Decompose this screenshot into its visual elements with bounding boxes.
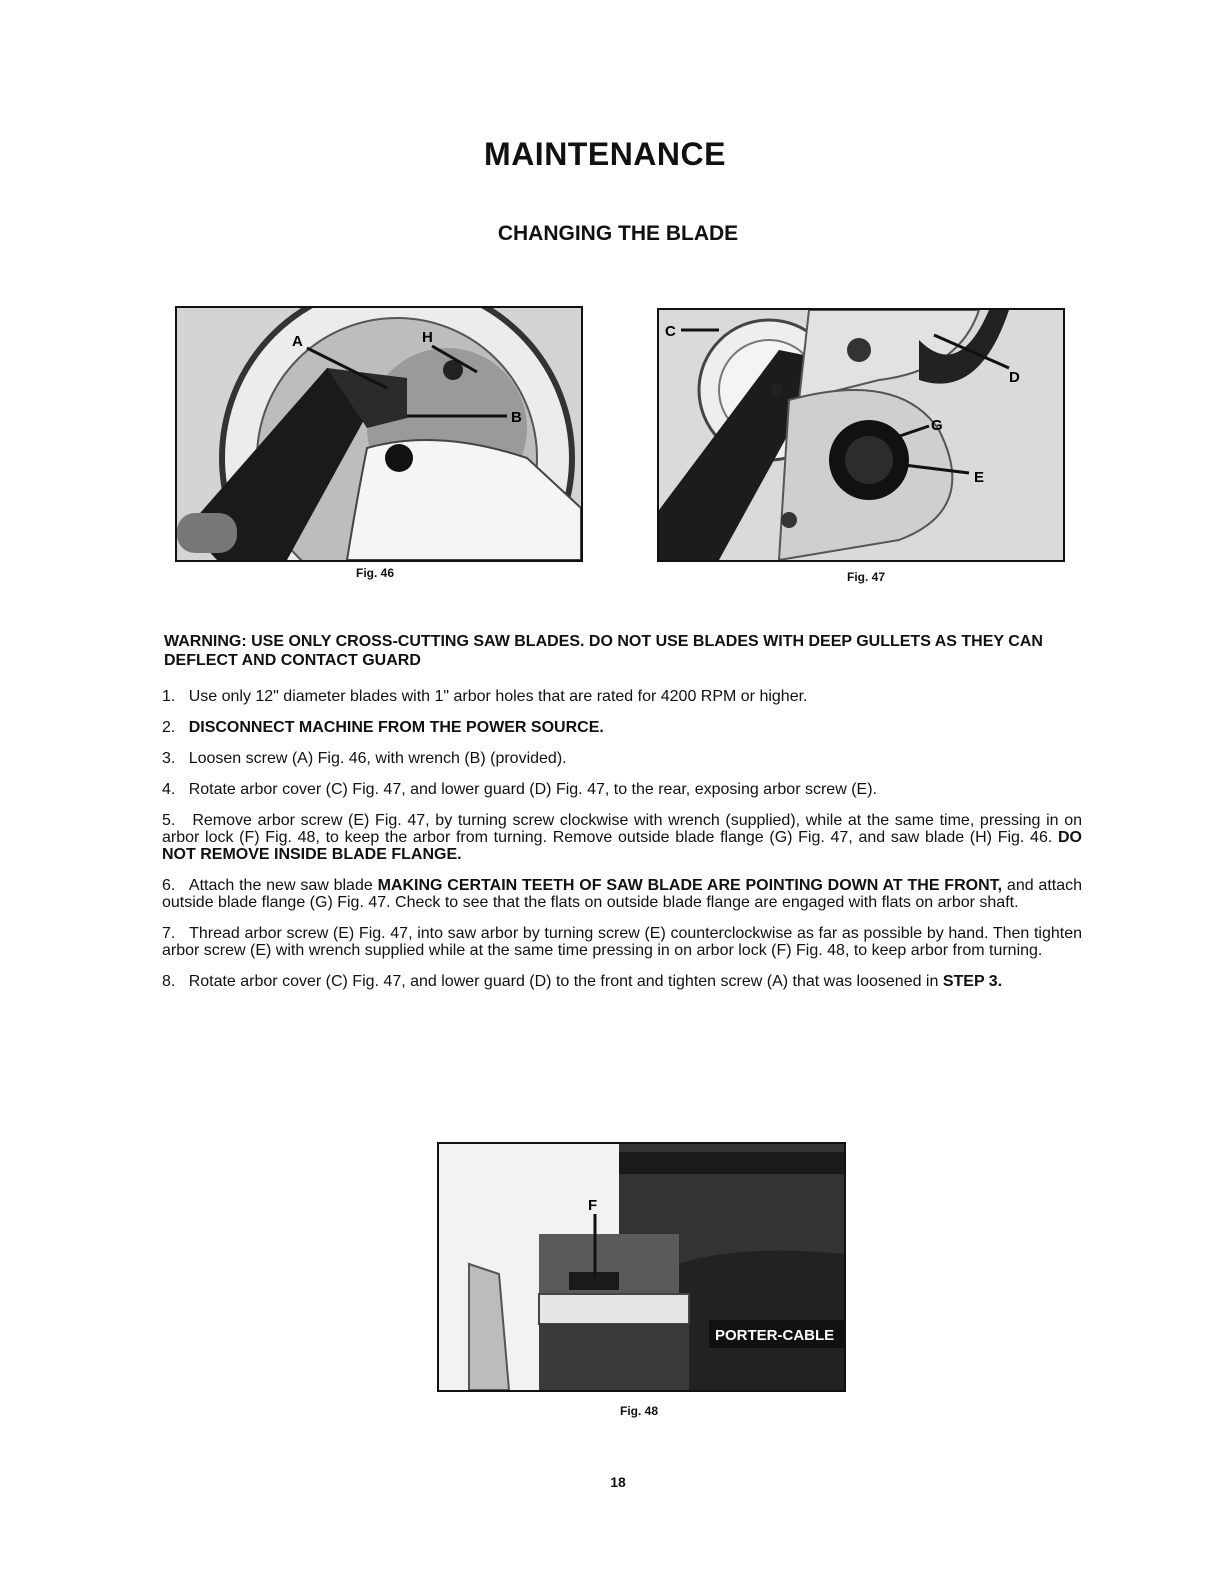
step-5-text: Remove arbor screw (E) Fig. 47, by turning screw clockwise with wrench (supplied), while at the same time, pressing in on arbor lock (F) Fig. 48, to keep the arbor from turning. Remove outside blade flange (G) Fig. 47, and saw blade (H) Fig. 46.	[162, 812, 1082, 846]
step-1-text: Use only 12" diameter blades with 1" arbor holes that are rated for 4200 RPM or higher.	[188, 688, 808, 705]
step-4	[162, 781, 1082, 798]
figure-48-brand-plate: PORTER-CABLE	[715, 1327, 835, 1344]
step-4-text: Rotate arbor cover (C) Fig. 47, and lower guard (D) Fig. 47, to the rear, exposing arbor screw (E).	[188, 781, 877, 798]
step-1-number: 1.	[162, 688, 176, 705]
step-7-number: 7.	[162, 925, 176, 942]
step-5-number: 5.	[162, 812, 176, 829]
figure-47-label-e: E	[974, 469, 985, 486]
figure-46-illustration	[177, 308, 581, 560]
figure-47-illustration	[659, 310, 1063, 560]
figure-47-photo	[657, 308, 1065, 562]
step-2	[162, 719, 1082, 736]
step-5	[162, 812, 1082, 863]
warning-notice: WARNING: USE ONLY CROSS-CUTTING SAW BLADES. DO NOT USE BLADES WITH DEEP GULLETS AS THEY CAN DEFLECT AND CONTACT GUARD	[164, 633, 1043, 669]
step-8-emphasis: STEP 3.	[942, 973, 1003, 990]
figure-46-caption: Fig. 46	[356, 566, 395, 580]
step-1	[162, 688, 1082, 705]
step-3-text: Loosen screw (A) Fig. 46, with wrench (B) (provided).	[188, 750, 567, 767]
page-title: MAINTENANCE	[484, 136, 726, 172]
figure-47-label-d: D	[1009, 369, 1020, 386]
figure-46-photo	[175, 306, 583, 562]
step-6-emphasis: MAKING CERTAIN TEETH OF SAW BLADE ARE POINTING DOWN AT THE FRONT,	[377, 877, 1003, 894]
figure-46-label-b: B	[511, 409, 522, 426]
figure-47-label-c: C	[665, 323, 676, 340]
step-8-number: 8.	[162, 973, 176, 990]
figure-46-label-h: H	[422, 329, 433, 346]
step-7	[162, 925, 1082, 959]
figure-47-label-g: G	[931, 417, 943, 434]
step-4-number: 4.	[162, 781, 176, 798]
step-8-text: Rotate arbor cover (C) Fig. 47, and lower guard (D) to the front and tighten screw (A) that was loosened in	[188, 973, 939, 990]
step-6-number: 6.	[162, 877, 176, 894]
step-6-text: and attach outside blade flange (G) Fig. 47. Check to see that the flats on outside blade flange are engaged with flats on arbor shaft.	[162, 877, 1083, 911]
step-2-text: DISCONNECT MACHINE FROM THE POWER SOURCE.	[188, 719, 604, 736]
figure-48-caption: Fig. 48	[620, 1404, 659, 1418]
step-6	[162, 877, 1082, 911]
figure-48-illustration	[439, 1144, 844, 1390]
figure-48-label-f: F	[588, 1197, 598, 1214]
section-title: CHANGING THE BLADE	[497, 222, 739, 245]
step-3	[162, 750, 1082, 767]
page-number: 18	[610, 1474, 626, 1490]
step-7-text: Thread arbor screw (E) Fig. 47, into saw arbor by turning screw (E) counterclockwise as far as possible by hand. Then tighten arbor screw (E) with wrench supplied while at the same time pressing in on arbor lock (F) Fig. 48, to keep arbor from turning.	[162, 925, 1082, 959]
figure-47-caption: Fig. 47	[847, 570, 886, 584]
step-8	[162, 973, 1082, 990]
step-2-number: 2.	[162, 719, 176, 736]
steps-list	[162, 688, 1082, 1004]
step-3-number: 3.	[162, 750, 176, 767]
step-6-intro: Attach the new saw blade	[188, 877, 373, 894]
figure-48-photo	[437, 1142, 846, 1392]
figure-46-label-a: A	[292, 333, 303, 350]
step-5-emphasis: DO NOT REMOVE INSIDE BLADE FLANGE.	[162, 829, 1082, 863]
